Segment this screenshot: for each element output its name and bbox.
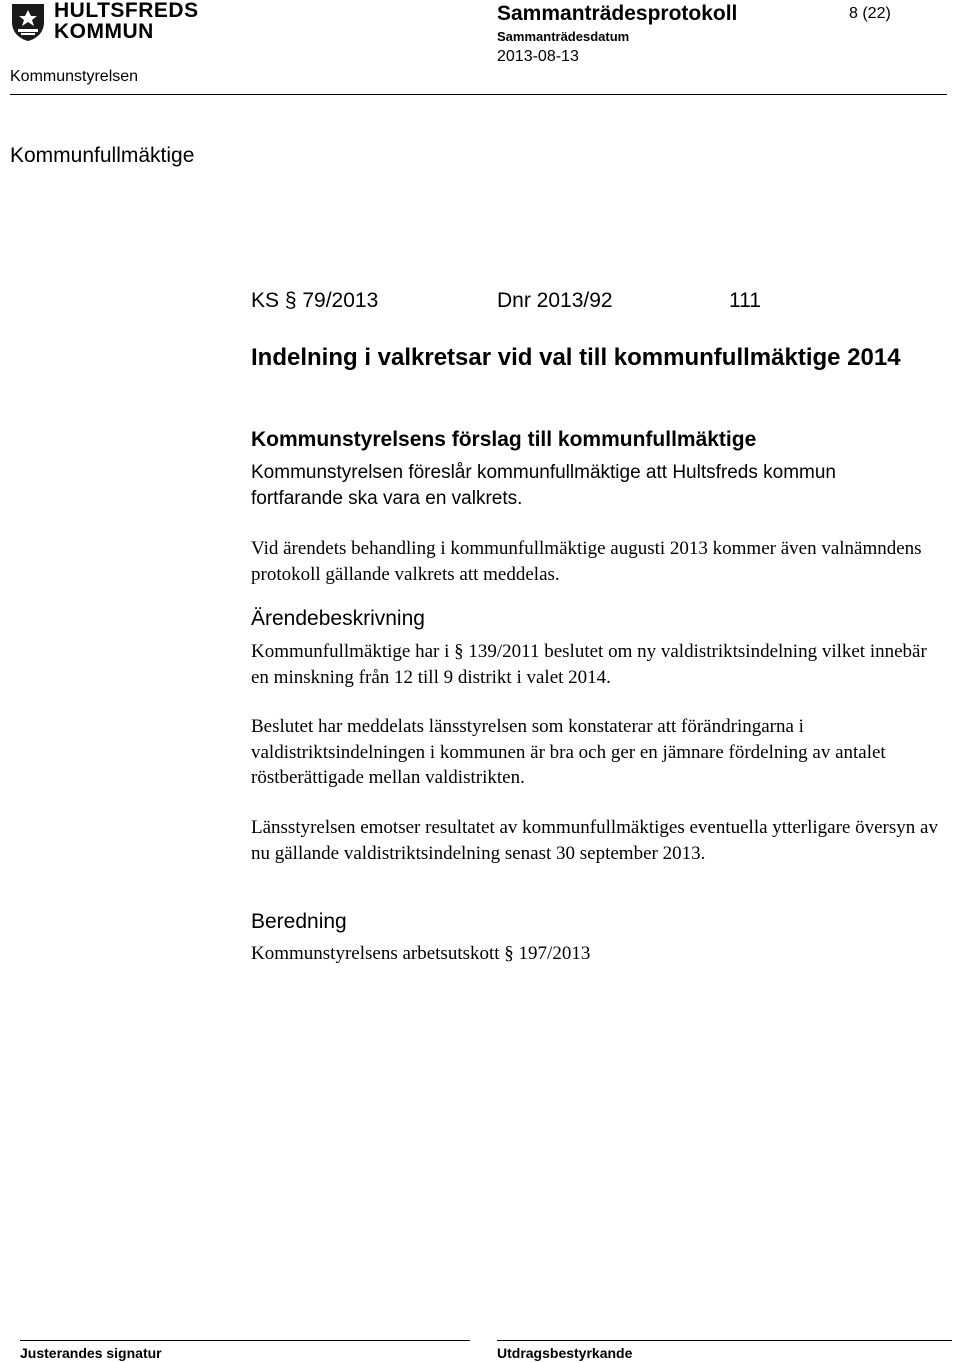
signature-label: Justerandes signatur	[20, 1345, 162, 1361]
signature-line	[20, 1340, 470, 1341]
organization-name: Kommunstyrelsen	[10, 68, 139, 85]
case-code: 111	[729, 289, 761, 312]
description-paragraph: Länsstyrelsen emotser resultatet av kommunfullmäktiges eventuella ytterligare översyn av nu gällande valdistriktsindelning senast 30 september 2013.	[251, 817, 938, 864]
preparation-heading: Beredning	[251, 910, 347, 933]
description-paragraph: Beslutet har meddelats länsstyrelsen som konstaterar att förändringarna i valdistriktsindelningen i kommunen är bra och ger en jämnare fördelning av antalet röstberättigade mellan valdistrikten.	[251, 716, 886, 788]
diary-number: Dnr 2013/92	[497, 289, 613, 312]
extract-line	[497, 1340, 952, 1341]
main-title: Indelning i valkretsar vid val till kommunfullmäktige 2014	[251, 344, 901, 371]
recipient: Kommunfullmäktige	[10, 144, 195, 167]
note-text: Vid ärendets behandling i kommunfullmäktige augusti 2013 kommer även valnämndens protokoll gällande valkrets att meddelas.	[251, 538, 922, 585]
meeting-date-value: 2013-08-13	[497, 48, 579, 65]
description-heading: Ärendebeskrivning	[251, 607, 425, 630]
document-title: Sammanträdesprotokoll	[497, 2, 738, 25]
meeting-date-label: Sammanträdesdatum	[497, 29, 630, 44]
proposal-text: Kommunstyrelsen föreslår kommunfullmäktige att Hultsfreds kommun fortfarande ska vara en valkrets.	[251, 462, 836, 509]
preparation-text: Kommunstyrelsens arbetsutskott § 197/2013	[251, 943, 591, 964]
logo-name-line1: HULTSFREDS	[54, 0, 199, 22]
municipal-crest-icon	[10, 2, 46, 42]
description-paragraph: Kommunfullmäktige har i § 139/2011 beslutet om ny valdistriktsindelning vilket innebär en minskning från 12 till 9 distrikt i valet 2014.	[251, 641, 927, 688]
proposal-heading: Kommunstyrelsens förslag till kommunfullmäktige	[251, 428, 757, 451]
header-divider	[10, 94, 947, 95]
logo-name-line2: KOMMUN	[54, 20, 154, 43]
municipality-logo	[10, 0, 199, 44]
extract-label: Utdragsbestyrkande	[497, 1345, 633, 1361]
page-number: 8 (22)	[849, 5, 891, 22]
case-number: KS § 79/2013	[251, 289, 379, 312]
